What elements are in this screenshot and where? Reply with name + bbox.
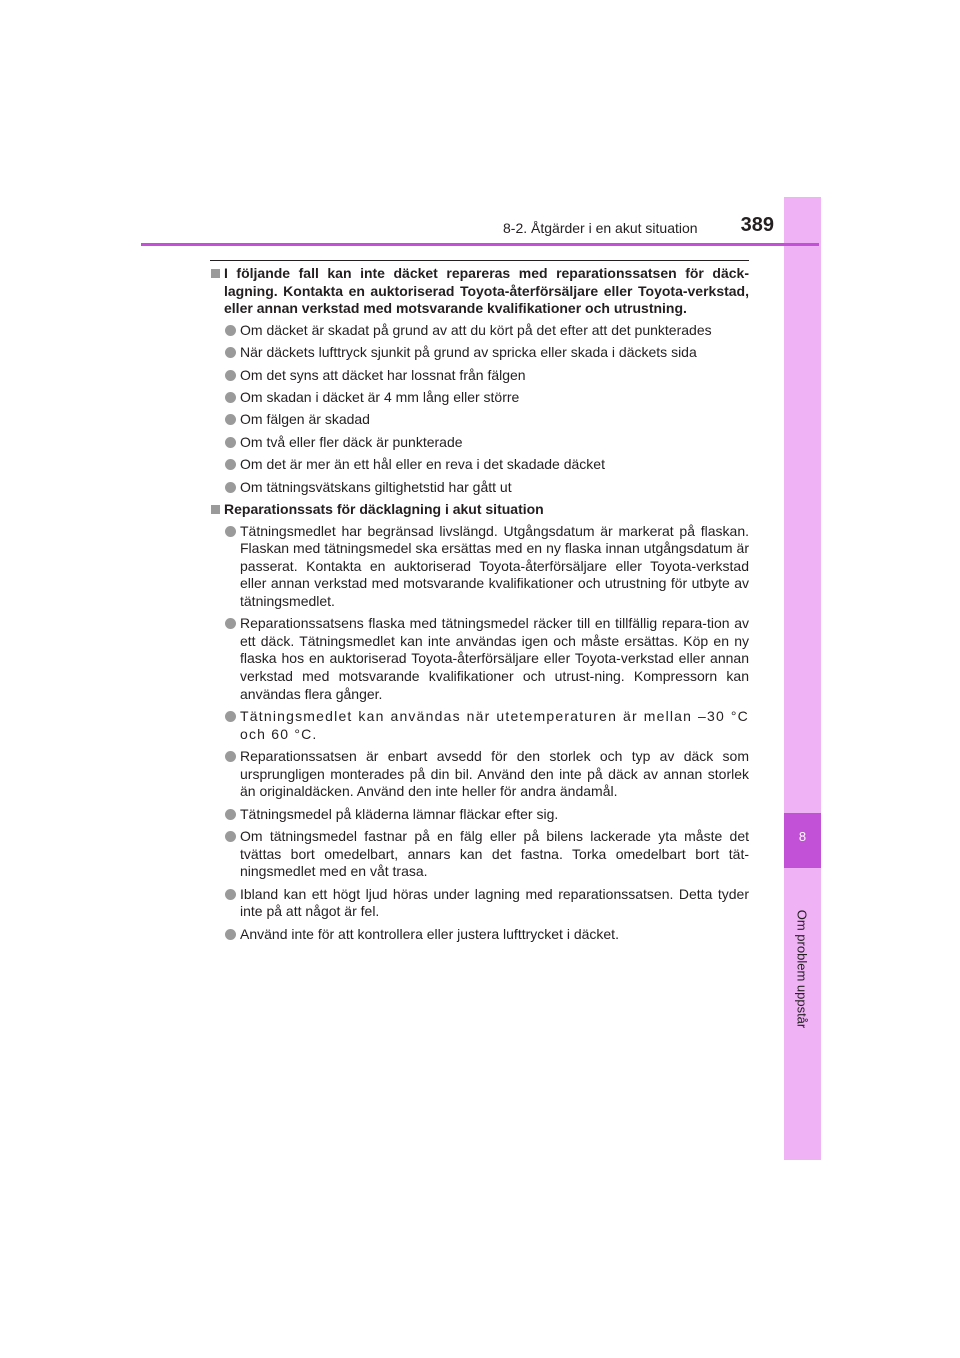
- chapter-tab[interactable]: [784, 813, 821, 868]
- bullet-icon: [225, 392, 236, 403]
- list-item: [210, 748, 749, 801]
- bullet-icon: [225, 526, 236, 537]
- list-item-text: Reparationssatsen är enbart avsedd för den storlek och typ av däck som ursprungligen monterades på din bil. Använd den inte på däck av annan storlek än originaldäcken. Använd den inte heller för andra ändamål.: [240, 748, 749, 800]
- list-item-text: Om fälgen är skadad: [240, 411, 370, 428]
- page-number: 389: [740, 214, 774, 236]
- bullet-icon: [225, 482, 236, 493]
- list-item: [210, 434, 749, 452]
- list-item: [210, 708, 749, 743]
- bullet-icon: [225, 889, 236, 900]
- chapter-sidebar: [784, 197, 821, 1160]
- bullet-icon: [225, 751, 236, 762]
- section-heading-text: Reparationssats för däcklagning i akut situation: [224, 500, 544, 517]
- list-item: [210, 389, 749, 407]
- list-item: [210, 926, 749, 944]
- chapter-title: Om problem uppstår: [794, 909, 810, 1029]
- list-item-text: Om tätningsmedel fastnar på en fälg eller på bilens lackerade yta måste det tvättas bort omedelbart, annars kan det fastna. Torka omedelbart bort tät-ningsmedlet med en våt trasa.: [240, 827, 749, 880]
- page-content: [210, 265, 749, 948]
- list-item: [210, 344, 749, 362]
- bullet-icon: [225, 370, 236, 381]
- list-item: [210, 322, 749, 340]
- bullet-list: [210, 523, 749, 944]
- list-item-text: När däckets lufttryck sjunkit på grund av spricka eller skada i däckets sida: [240, 344, 697, 361]
- section-heading: [210, 501, 749, 519]
- bullet-icon: [225, 414, 236, 425]
- list-item: [210, 411, 749, 429]
- bullet-list: [210, 322, 749, 496]
- list-item-text: Om skadan i däcket är 4 mm lång eller större: [240, 388, 520, 405]
- bullet-icon: [225, 437, 236, 448]
- list-item-text: Om däcket är skadat på grund av att du kört på det efter att det punkterades: [240, 321, 712, 338]
- bullet-icon: [225, 618, 236, 629]
- bullet-icon: [225, 809, 236, 820]
- section-heading-text: I följande fall kan inte däcket repareras med reparationssatsen för däck-lagning. Kontakta en auktoriserad Toyota-återförsäljare eller Toyota-verkstad, eller annan verkstad med motsvarande kvalifikationer och utrustning.: [224, 265, 749, 317]
- list-item-text: Tätningsmedlet kan användas när utetemperaturen är mellan –30 °C och 60 °C.: [240, 708, 749, 742]
- list-item-text: Om det är mer än ett hål eller en reva i det skadade däcket: [240, 456, 605, 473]
- bullet-icon: [225, 711, 236, 722]
- list-item: [210, 456, 749, 474]
- list-item: [210, 479, 749, 497]
- bullet-icon: [225, 325, 236, 336]
- list-item-text: Använd inte för att kontrollera eller justera lufttrycket i däcket.: [240, 925, 619, 942]
- list-item-text: Reparationssatsens flaska med tätningsmedel räcker till en tillfällig repara-tion av ett däck. Tätningsmedlet kan inte användas igen och måste ersättas. Köp en ny flaska hos en auktoriserad Toyota-återförsäljare eller Toyota-verkstad eller annan verkstad med motsvarande kvalifikationer och utrust-ning. Kompressorn kan användas flera gånger.: [240, 615, 749, 702]
- square-bullet-icon: [211, 505, 220, 514]
- square-bullet-icon: [211, 269, 220, 278]
- chapter-number: 8: [798, 829, 807, 844]
- list-item-text: Om det syns att däcket har lossnat från fälgen: [240, 366, 526, 383]
- header-divider: [141, 243, 819, 246]
- list-item: [210, 367, 749, 385]
- bullet-icon: [225, 459, 236, 470]
- header-section-title: 8-2. Åtgärder i en akut situation: [503, 220, 698, 236]
- list-item: [210, 615, 749, 703]
- bullet-icon: [225, 347, 236, 358]
- bullet-icon: [225, 831, 236, 842]
- list-item-text: Om tätningsvätskans giltighetstid har gått ut: [240, 478, 512, 495]
- list-item-text: Tätningsmedel på kläderna lämnar fläckar efter sig.: [240, 805, 559, 822]
- list-item-text: Ibland kan ett högt ljud höras under lagning med reparationssatsen. Detta tyder inte på att något är fel.: [240, 885, 749, 920]
- list-item-text: Tätningsmedlet har begränsad livslängd. Utgångsdatum är markerat på flaskan. Flaskan med tätningsmedel ska ersättas med en ny flaska innan utgångsdatum är passerat. Kontakta en auktoriserad Toyota-återförsäljare eller Toyota-verkstad eller annan verkstad med motsvarande kvalifikationer och utrustning för utbyte av tätningsmedlet.: [240, 522, 749, 609]
- list-item: [210, 806, 749, 824]
- content-rule: [210, 260, 749, 261]
- bullet-icon: [225, 929, 236, 940]
- list-item-text: Om två eller fler däck är punkterade: [240, 433, 463, 450]
- list-item: [210, 523, 749, 611]
- list-item: [210, 828, 749, 881]
- section-heading: [210, 265, 749, 318]
- list-item: [210, 886, 749, 921]
